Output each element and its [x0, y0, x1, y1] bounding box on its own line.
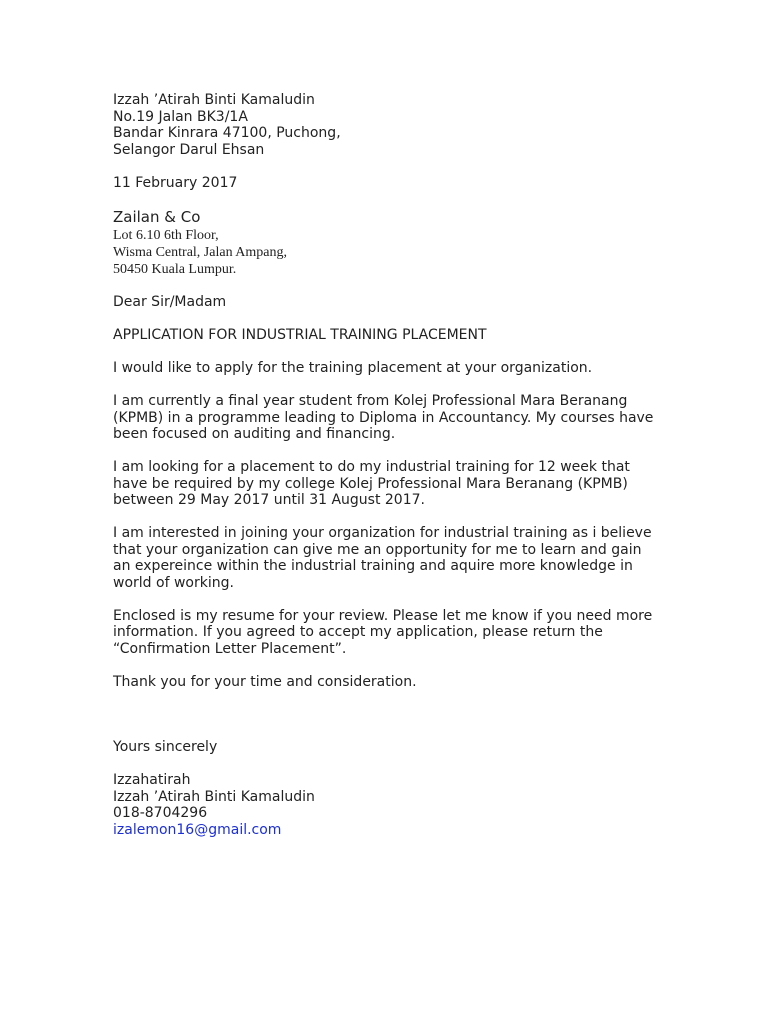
paragraph-line: I am looking for a placement to do my industrial training for 12 week that: [113, 459, 630, 475]
paragraph-line: “Confirmation Letter Placement”.: [113, 640, 347, 657]
recipient-address-line: Wisma Central, Jalan Ampang,: [113, 244, 288, 260]
date-text: 11 February 2017: [113, 174, 238, 191]
paragraph-1: [113, 360, 673, 377]
subject-line: [113, 327, 673, 344]
sender-block: [113, 92, 673, 158]
paragraph-line: an expereince within the industrial training and aquire more knowledge in: [113, 558, 633, 574]
paragraph-line: Thank you for your time and consideration.: [113, 673, 417, 690]
letter-date: [113, 175, 673, 192]
sender-address-line: No.19 Jalan BK3/1A: [113, 108, 248, 125]
paragraph-line: that your organization can give me an opportunity for me to learn and gain: [113, 541, 642, 558]
paragraph-line: world of working.: [113, 574, 234, 591]
paragraph-line: been focused on auditing and financing.: [113, 426, 396, 442]
paragraph-2: [113, 393, 673, 443]
subject-text: APPLICATION FOR INDUSTRIAL TRAINING PLACEMENT: [113, 327, 487, 343]
paragraph-6: [113, 674, 673, 691]
sender-name: Izzah ’Atirah Binti Kamaludin: [113, 92, 315, 108]
signature-email-link[interactable]: izalemon16@gmail.com: [113, 821, 282, 838]
signature-phone: 018-8704296: [113, 805, 208, 821]
signature-name: Izzah ’Atirah Binti Kamaludin: [113, 788, 315, 805]
paragraph-5: [113, 608, 673, 658]
paragraph-line: I am interested in joining your organization for industrial training as i believe: [113, 525, 652, 541]
letter-body: [113, 92, 673, 838]
salutation-text: Dear Sir/Madam: [113, 294, 227, 310]
recipient-block: [113, 208, 673, 278]
paragraph-line: information. If you agreed to accept my application, please return the: [113, 624, 603, 640]
paragraph-4: [113, 525, 673, 591]
salutation: [113, 294, 673, 311]
paragraph-line: between 29 May 2017 until 31 August 2017.: [113, 492, 425, 508]
paragraph-line: I am currently a final year student from Kolej Professional Mara Beranang: [113, 393, 628, 409]
recipient-address-line: 50450 Kuala Lumpur.: [113, 261, 237, 277]
recipient-company: Zailan & Co: [113, 207, 201, 226]
recipient-address-line: Lot 6.10 6th Floor,: [113, 227, 219, 243]
paragraph-3: [113, 459, 673, 509]
paragraph-line: Enclosed is my resume for your review. Please let me know if you need more: [113, 607, 653, 624]
sender-address-line: Bandar Kinrara 47100, Puchong,: [113, 125, 341, 141]
paragraph-line: have be required by my college Kolej Professional Mara Beranang (KPMB): [113, 475, 628, 492]
paragraph-line: (KPMB) in a programme leading to Diploma in Accountancy. My courses have: [113, 409, 654, 426]
signature-block: [113, 772, 673, 838]
paragraph-line: I would like to apply for the training placement at your organization.: [113, 360, 593, 376]
closing-text: Yours sincerely: [113, 739, 218, 755]
signature-signed: Izzahatirah: [113, 772, 191, 788]
closing: [113, 739, 673, 756]
sender-address-line: Selangor Darul Ehsan: [113, 141, 265, 158]
